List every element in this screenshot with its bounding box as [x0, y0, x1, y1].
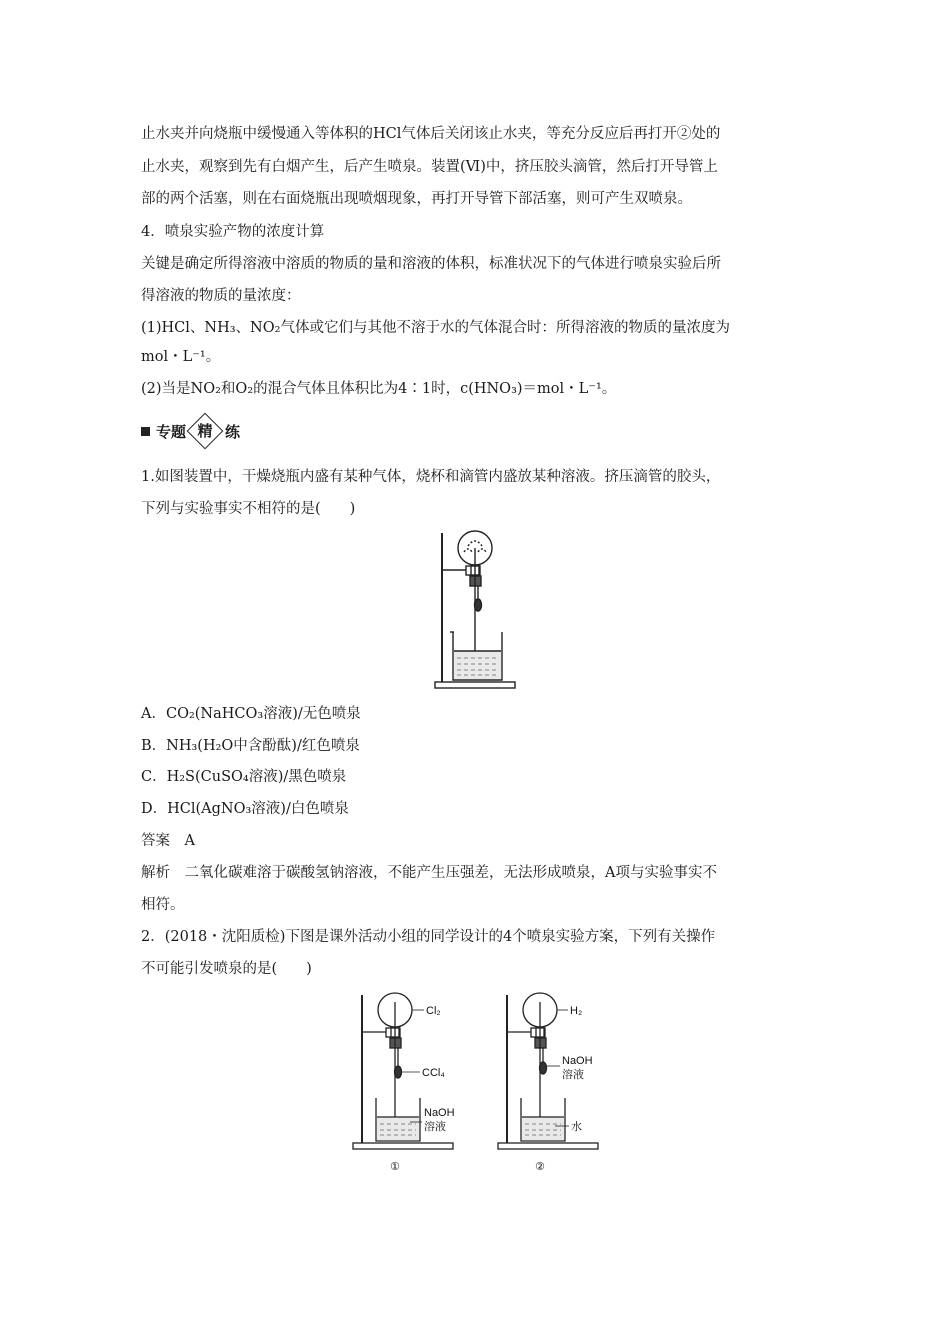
- analysis-line: 相符。: [141, 897, 185, 913]
- option-d: D．HCl(AgNO₃溶液)/白色喷泉: [141, 801, 349, 817]
- paragraph-line: mol・L⁻¹。: [141, 349, 221, 365]
- question-stem: 1.如图装置中，干燥烧瓶内盛有某种气体，烧杯和滴管内盛放某种溶液。挤压滴管的胶头，: [141, 469, 721, 485]
- label-dropper-b-1: NaOH: [562, 1055, 593, 1067]
- answer-line: 答案 A: [141, 833, 195, 849]
- question-stem: 2．(2018・沈阳质检)下图是课外活动小组的同学设计的4个喷泉实验方案，下列有关操作: [141, 929, 716, 945]
- fountain-apparatus-figure: [430, 528, 520, 694]
- label-beaker-a-2: 溶液: [424, 1121, 446, 1133]
- analysis-line: 解析 二氧化碳难溶于碳酸氢钠溶液，不能产生压强差，无法形成喷泉，A项与实验事实不: [141, 865, 717, 881]
- diamond-badge-icon: [187, 413, 224, 450]
- paragraph-line: (1)HCl、NH₃、NO₂气体或它们与其他不溶于水的气体混合时：所得溶液的物质的量浓度为: [141, 320, 730, 336]
- question-stem: 不可能引发喷泉的是( ): [141, 961, 312, 977]
- label-gas-a: Cl₂: [426, 1005, 441, 1017]
- subheading: 4．喷泉实验产物的浓度计算: [141, 224, 325, 240]
- label-dropper-b-2: 溶液: [562, 1069, 584, 1081]
- paragraph-line: 得溶液的物质的量浓度：: [141, 288, 301, 304]
- section-heading: [141, 416, 240, 446]
- fountain-setups-figure: [348, 990, 608, 1175]
- label-dropper-a: CCl₄: [422, 1067, 445, 1079]
- option-c: C．H₂S(CuSO₄溶液)/黑色喷泉: [141, 769, 347, 785]
- paragraph-line: (2)当是NO₂和O₂的混合气体且体积比为4∶1时，c(HNO₃)＝mol・L⁻¹。: [141, 381, 617, 397]
- paragraph-line: 止水夹并向烧瓶中缓慢通入等体积的HCl气体后关闭该止水夹，等充分反应后再打开②处的: [141, 126, 721, 142]
- label-beaker-a-1: NaOH: [424, 1107, 455, 1119]
- option-a: A．CO₂(NaHCO₃溶液)/无色喷泉: [141, 706, 361, 722]
- label-num-b: ②: [535, 1161, 545, 1173]
- section-title-diamond: 精: [197, 422, 213, 440]
- paragraph-line: 部的两个活塞，则在右面烧瓶出现喷烟现象，再打开导管下部活塞，则可产生双喷泉。: [141, 191, 692, 207]
- square-bullet-icon: [141, 427, 150, 436]
- option-b: B．NH₃(H₂O中含酚酞)/红色喷泉: [141, 738, 360, 754]
- label-num-a: ①: [390, 1161, 400, 1173]
- section-title-right: 练: [225, 422, 241, 441]
- label-gas-b: H₂: [570, 1005, 583, 1017]
- question-stem: 下列与实验事实不相符的是( ): [141, 501, 356, 517]
- section-title-left: 专题: [156, 422, 187, 441]
- paragraph-line: 止水夹，观察到先有白烟产生，后产生喷泉。装置(Ⅵ)中，挤压胶头滴管，然后打开导管上: [141, 159, 718, 175]
- paragraph-line: 关键是确定所得溶液中溶质的物质的量和溶液的体积，标准状况下的气体进行喷泉实验后所: [141, 256, 721, 272]
- label-beaker-b: 水: [571, 1121, 582, 1133]
